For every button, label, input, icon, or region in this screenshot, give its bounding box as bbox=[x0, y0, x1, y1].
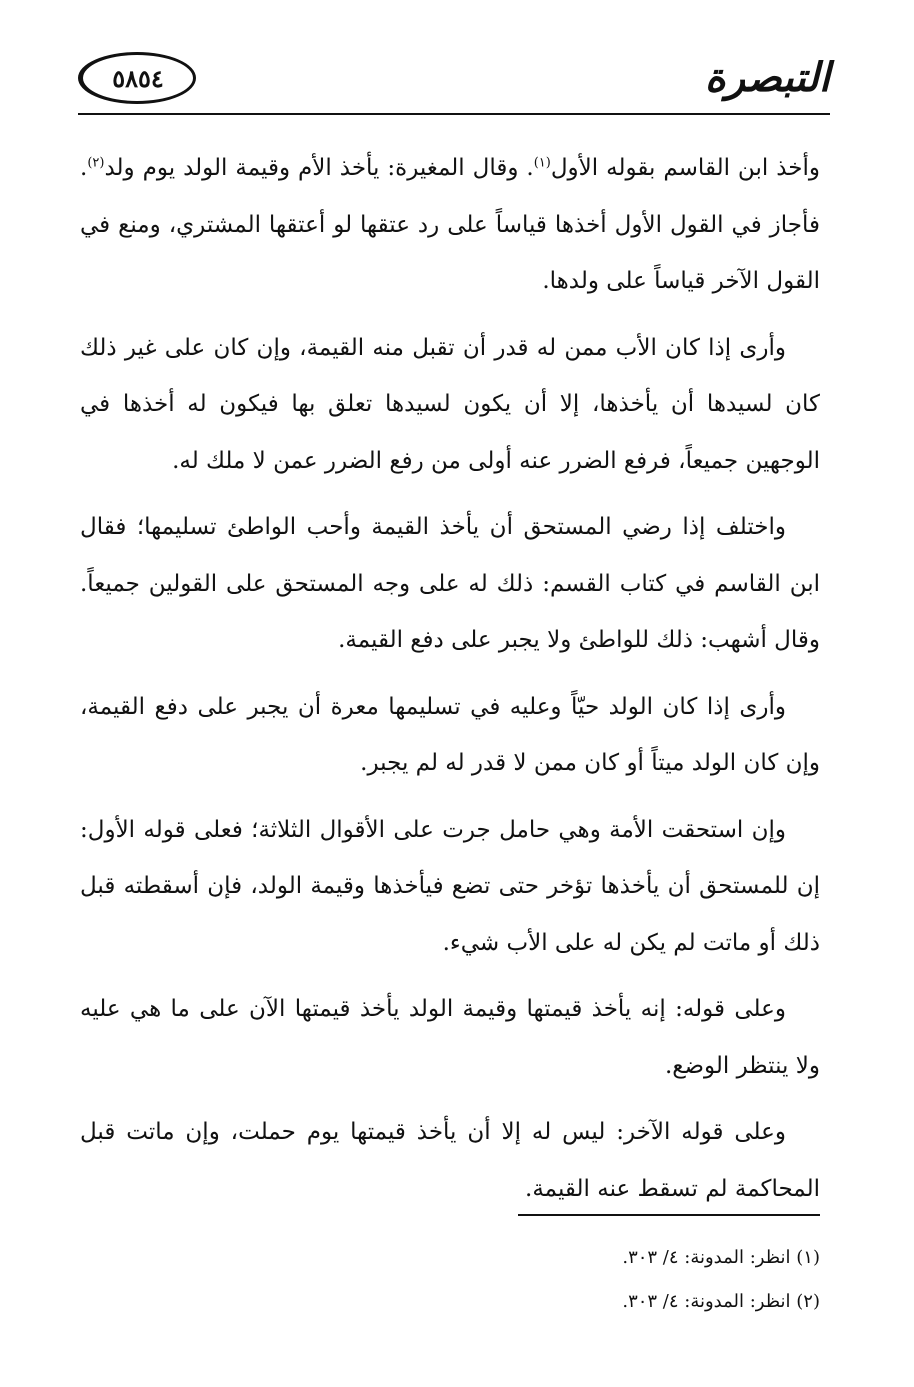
paragraph bbox=[80, 802, 820, 972]
book-title: التبصرة bbox=[704, 54, 830, 101]
paragraph bbox=[80, 499, 820, 669]
paragraph-text: . وقال المغيرة: يأخذ الأم وقيمة الولد يوم ولد bbox=[104, 155, 534, 181]
paragraph-text: وإن استحقت الأمة وهي حامل جرت على الأقوال الثلاثة؛ فعلى قوله الأول: إن للمستحق أن يأخذها تؤخر حتى تضع فيأخذها وقيمة الولد، فإن أسقطته قبل ذلك أو ماتت لم يكن له على الأب شيء. bbox=[80, 816, 820, 956]
footnote-text: انظر: المدونة: ٤/ ٣٠٣. bbox=[622, 1247, 791, 1268]
footnote-marker: (١) bbox=[533, 155, 551, 171]
paragraph bbox=[80, 679, 820, 792]
footnote-text: انظر: المدونة: ٤/ ٣٠٣. bbox=[622, 1291, 791, 1312]
page-number: ٥٨٥٤ bbox=[78, 52, 196, 104]
paragraph-text: وأخذ ابن القاسم بقوله الأول bbox=[550, 155, 820, 181]
footnote-label: (٢) bbox=[796, 1291, 820, 1312]
paragraph-text: وأرى إذا كان الولد حيّاً وعليه في تسليمها معرة أن يجبر على دفع القيمة، وإن كان الولد ميتاً أو كان ممن لا قدر له لم يجبر. bbox=[80, 693, 820, 776]
footnote-2 bbox=[320, 1280, 820, 1324]
main-text bbox=[80, 140, 820, 1227]
footnote-label: (١) bbox=[796, 1247, 820, 1268]
paragraph bbox=[80, 320, 820, 490]
paragraph-text: وعلى قوله: إنه يأخذ قيمتها وقيمة الولد يأخذ قيمتها الآن على ما هي عليه ولا ينتظر الوضع. bbox=[80, 996, 820, 1079]
footnote-divider bbox=[518, 1214, 820, 1216]
header-divider bbox=[78, 113, 830, 115]
paragraph bbox=[80, 981, 820, 1094]
footnote-1 bbox=[320, 1236, 820, 1280]
paragraph-text: وأرى إذا كان الأب ممن له قدر أن تقبل منه القيمة، وإن كان على غير ذلك كان لسيدها أن يأخذها، إلا أن يكون لسيدها تعلق بها فيكون له أخذها في الوجهين جميعاً، فرفع الضرر عنه أولى من رفع الضرر عمن لا ملك له. bbox=[80, 334, 820, 474]
paragraph-text: وعلى قوله الآخر: ليس له إلا أن يأخذ قيمتها يوم حملت، وإن ماتت قبل المحاكمة لم تسقط عنه القيمة. bbox=[80, 1119, 820, 1202]
footnote-marker: (٢) bbox=[87, 155, 105, 171]
paragraph-text: واختلف إذا رضي المستحق أن يأخذ القيمة وأحب الواطئ تسليمها؛ فقال ابن القاسم في كتاب القسم: ذلك له على وجه المستحق على القولين جميعاً. وقال أشهب: ذلك للواطئ ولا يجبر على دفع القيمة. bbox=[80, 514, 820, 653]
page-header bbox=[78, 46, 830, 118]
paragraph-text: . فأجاز في القول الأول أخذها قياساً على رد عتقها لو أعتقها المشتري، ومنع في القول الآخر قياساً على ولدها. bbox=[80, 155, 820, 294]
paragraph bbox=[80, 1104, 820, 1217]
paragraph bbox=[80, 140, 820, 310]
footnotes bbox=[320, 1236, 820, 1324]
